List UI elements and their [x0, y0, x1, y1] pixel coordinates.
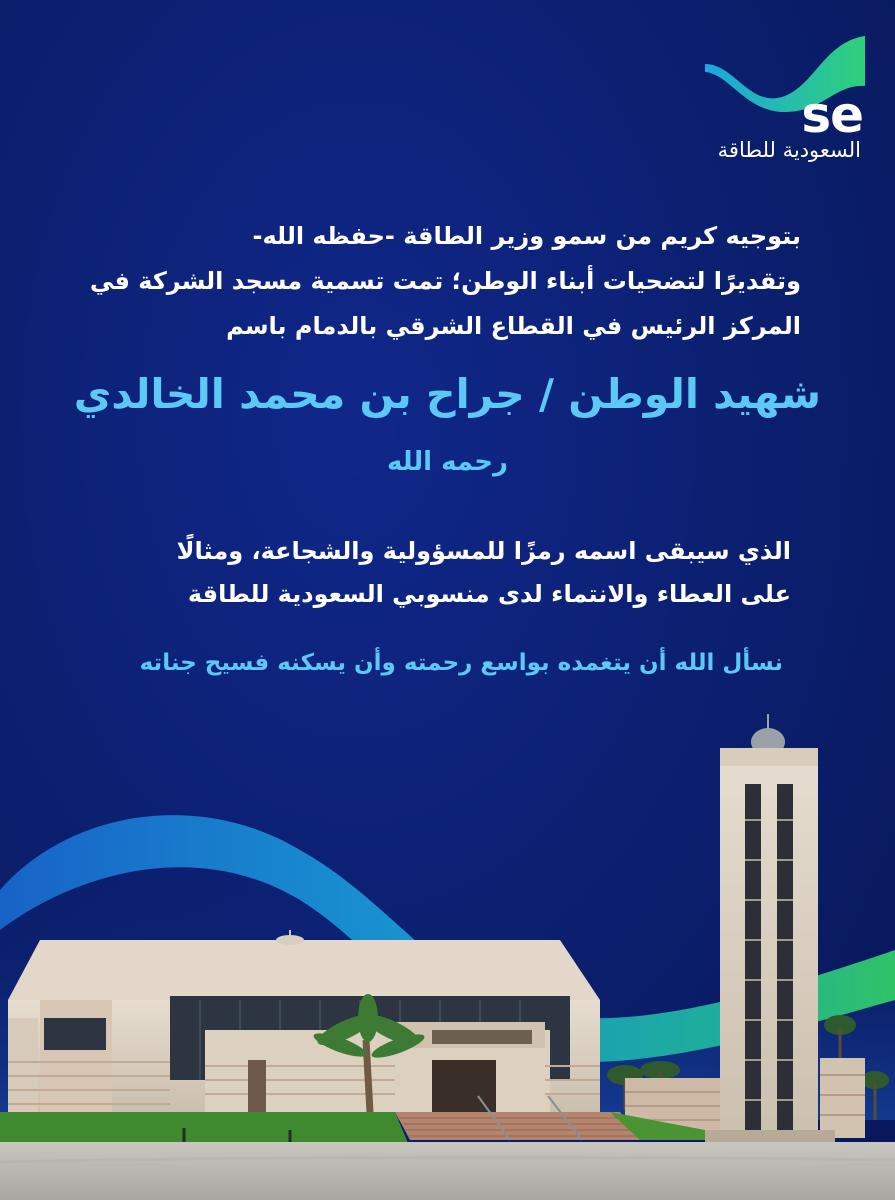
- intro-line: المركز الرئيس في القطاع الشرقي بالدمام باسم: [226, 312, 801, 340]
- legacy-paragraph: [91, 530, 791, 616]
- legacy-line: على العطاء والانتماء لدى منسوبي السعودية للطاقة: [187, 580, 791, 608]
- company-logo: [705, 34, 865, 166]
- logo-company-name: السعودية للطاقة: [717, 138, 861, 162]
- intro-line: بتوجيه كريم من سمو وزير الطاقة -حفظه الله-: [252, 222, 801, 250]
- mosque-scene-image: [0, 700, 895, 1200]
- martyr-name-heading: شهيد الوطن / جراح بن محمد الخالدي: [73, 370, 821, 418]
- intro-paragraph: [81, 214, 801, 349]
- legacy-line: الذي سيبقى اسمه رمزًا للمسؤولية والشجاعة، ومثالًا: [176, 537, 791, 565]
- prayer-text: نسأل الله أن يتغمده بواسع رحمته وأن يسكنه فسيح جناته: [139, 650, 783, 676]
- intro-line: وتقديرًا لتضحيات أبناء الوطن؛ تمت تسمية مسجد الشركة في: [89, 267, 801, 295]
- logo-mark: se: [801, 86, 863, 144]
- rahimahu-text: رحمه الله: [386, 447, 508, 477]
